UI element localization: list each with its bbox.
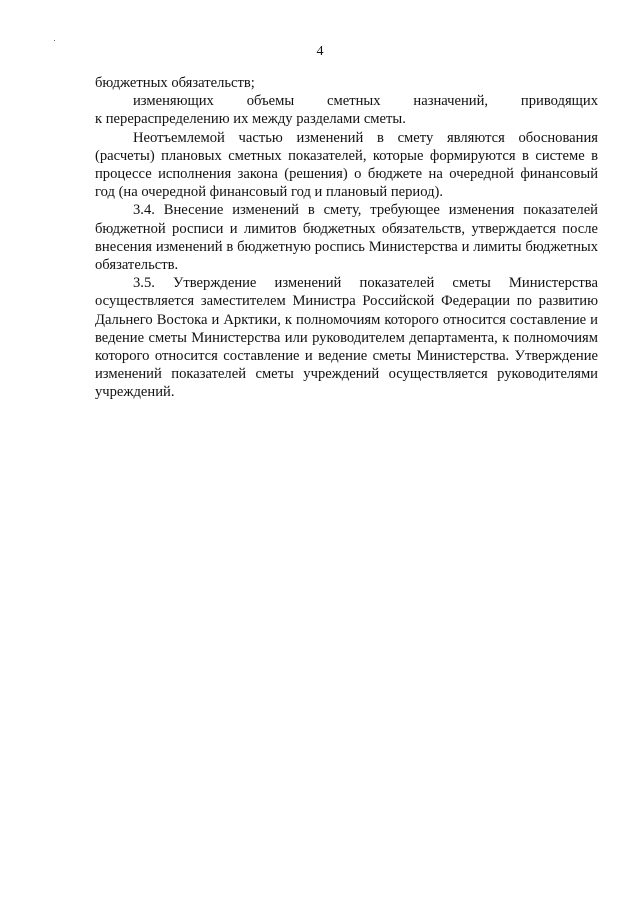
paragraph-clause-3-4: 3.4. Внесение изменений в смету, требующее изменения показателей бюджетной росписи и лимитов бюджетных обязательств, утверждается после внесения изменений в бюджетную роспись Министерства и лимиты бюджетных обязательств. [95,202,598,274]
paragraph-clause-3-5: 3.5. Утверждение изменений показателей сметы Министерства осуществляется заместителем Министра Российской Федерации по развитию Дальнего Востока и Арктики, к полномочиям которого относится составление и ведение сметы Министерства или руководителем департамента, к полномочиям которого относится составление и ведение сметы Министерства. Утверждение изменений показателей сметы учреждений осуществляется руководителями учреждений. [95,275,598,401]
paragraph-justifications: Неотъемлемой частью изменений в смету являются обоснования (расчеты) плановых сметных показателей, которые формируются в системе в процессе исполнения закона (решения) о бюджете на очередной финансовый год (на очередной финансовый год и плановый период). [95,129,598,201]
scan-speck [54,40,55,41]
page-number: 4 [316,44,324,59]
paragraph-redistribution: к перераспределению их между разделами сметы. [95,111,406,128]
paragraph-continuation: бюджетных обязательств; [95,75,255,91]
paragraph-changing-amounts: изменяющих объемы сметных назначений, приводящих [133,93,598,110]
document-body [95,74,598,402]
